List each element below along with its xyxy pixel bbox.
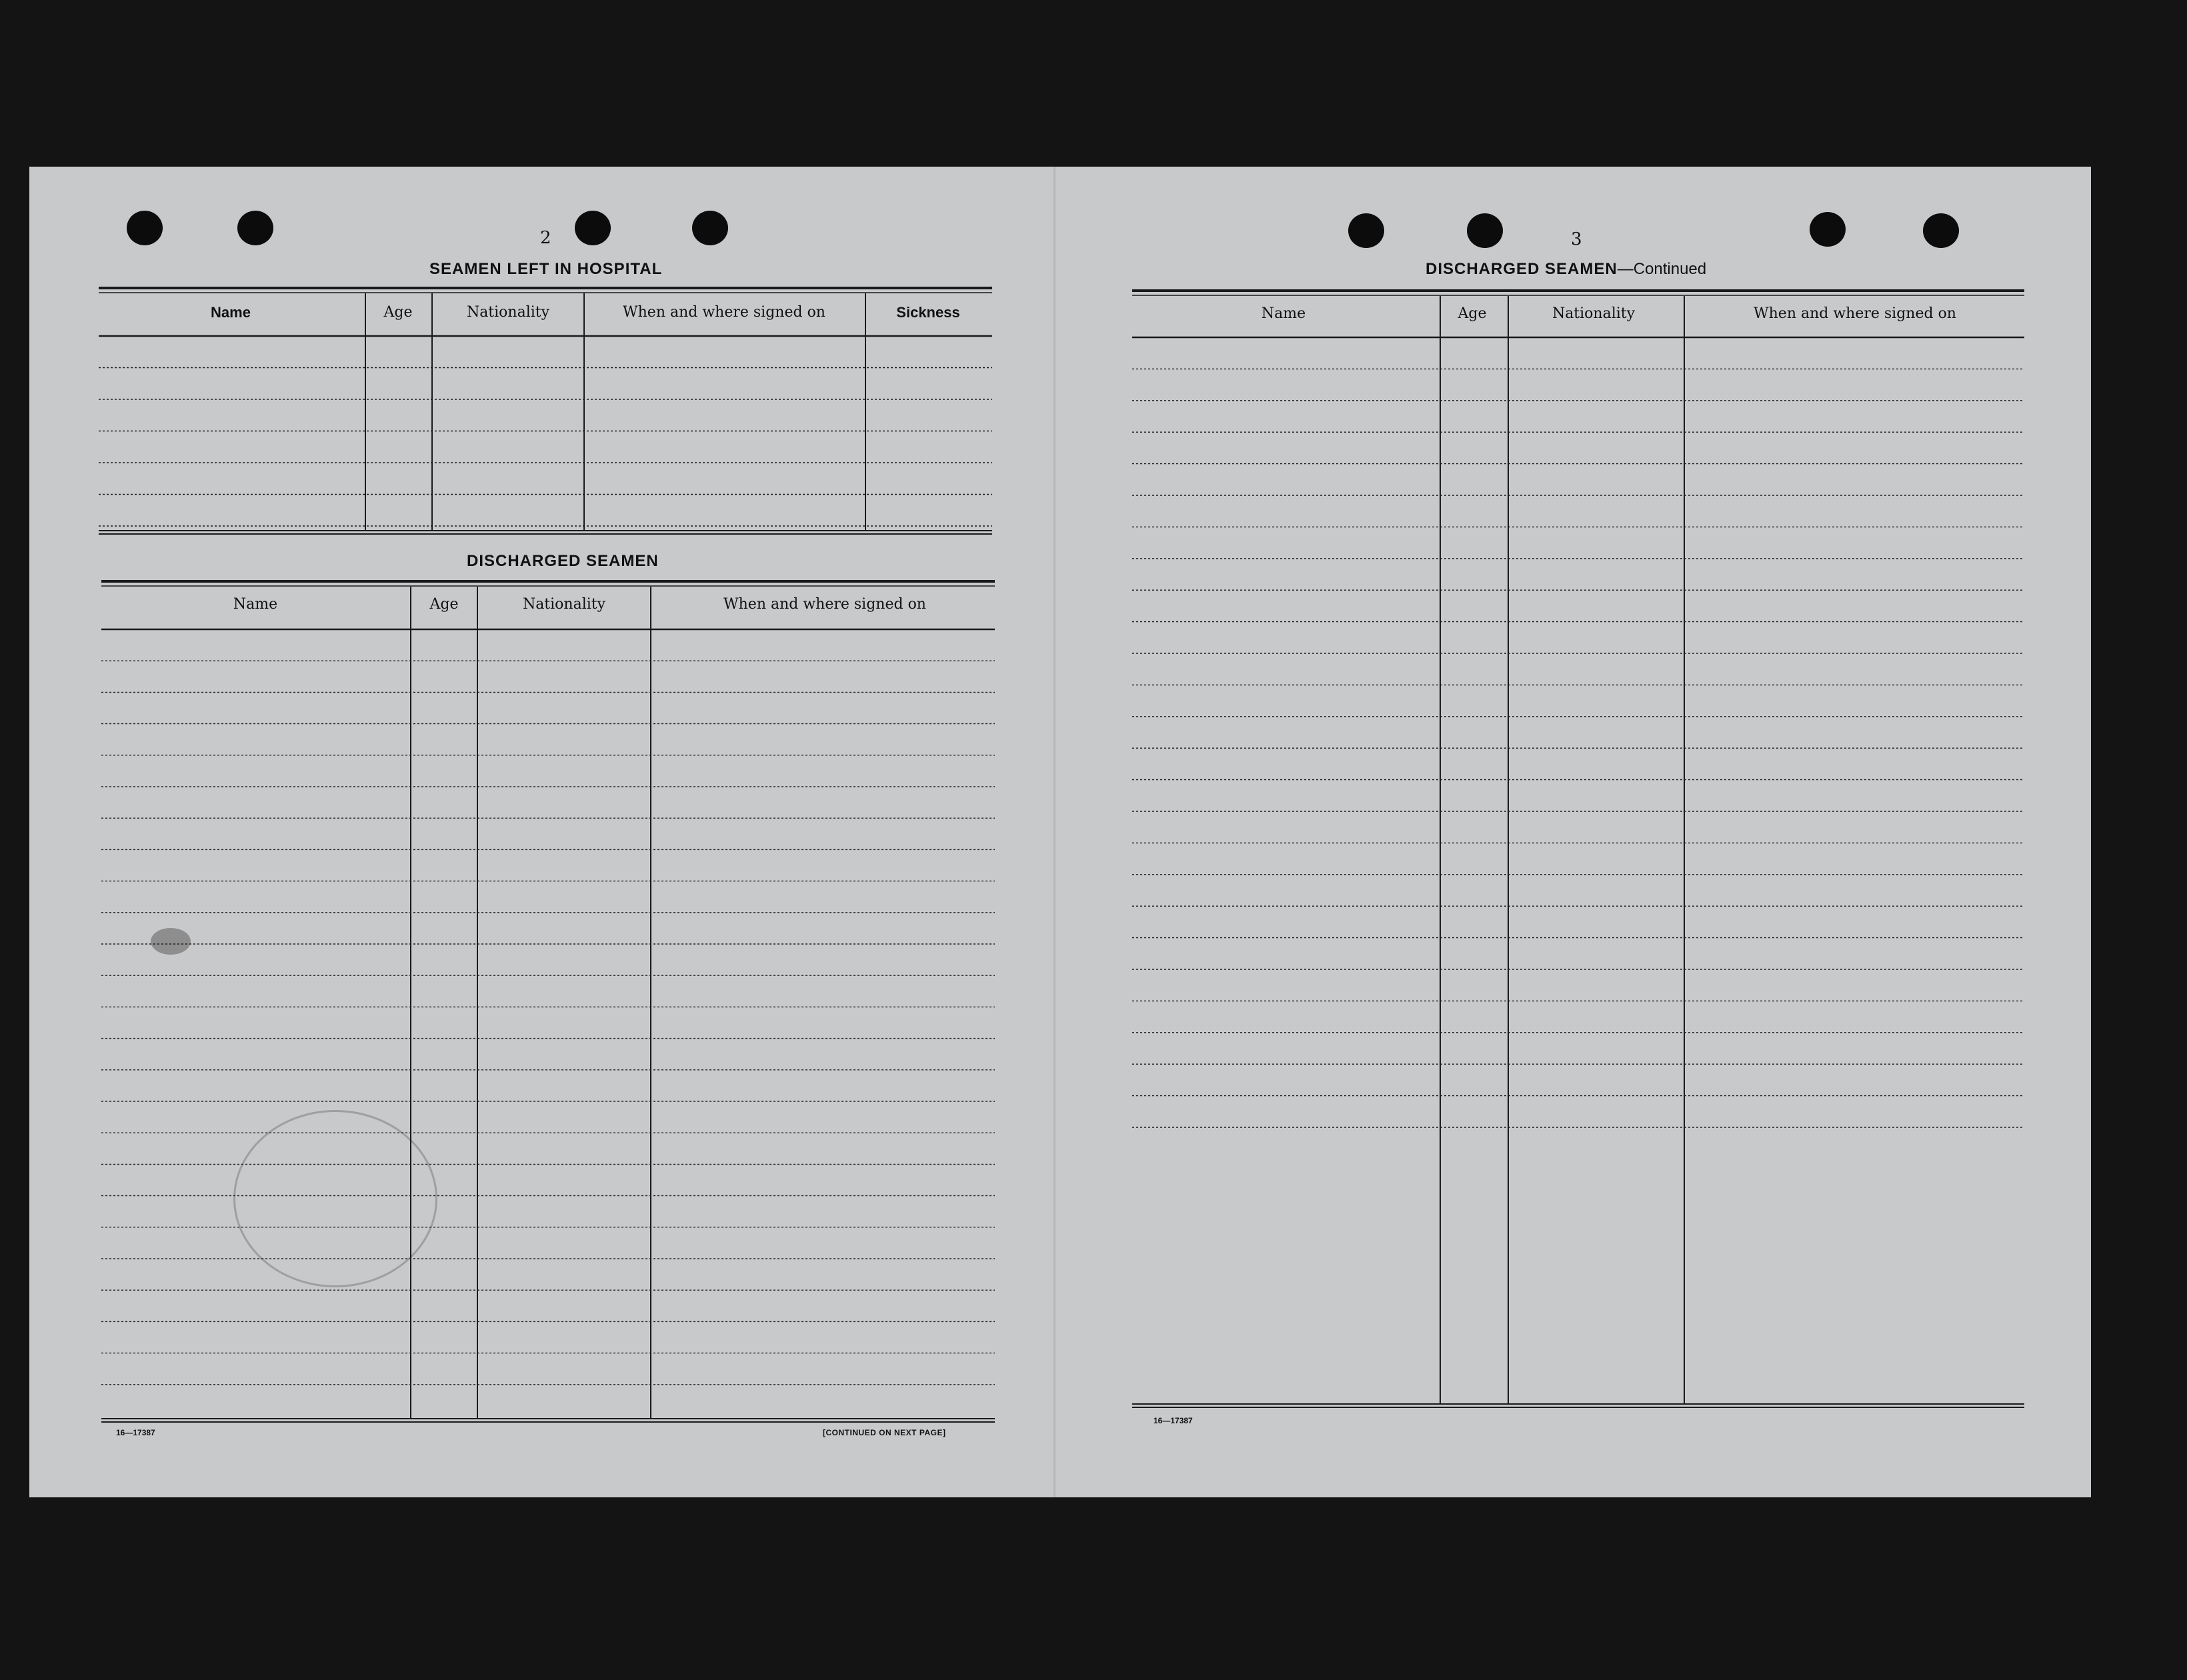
discharged-col-signed-on: When and where signed on xyxy=(723,596,926,613)
discharged-col-name: Name xyxy=(233,596,278,613)
hospital-col-age: Age xyxy=(383,304,413,321)
left-form-number: 16—17387 xyxy=(116,1428,155,1437)
right-col-nationality: Nationality xyxy=(1552,305,1636,322)
right-col-name: Name xyxy=(1261,305,1306,322)
right-form-number: 16—17387 xyxy=(1154,1416,1193,1425)
left-page-number: 2 xyxy=(540,228,551,248)
discharged-section-title: DISCHARGED SEAMEN xyxy=(467,552,659,570)
right-col-signed-on: When and where signed on xyxy=(1754,305,1956,322)
right-col-age: Age xyxy=(1458,305,1487,322)
discharged-col-age: Age xyxy=(429,596,459,613)
discharged-col-nationality: Nationality xyxy=(522,596,606,613)
hospital-col-nationality: Nationality xyxy=(466,304,550,321)
hospital-col-sickness: Sickness xyxy=(896,304,960,321)
right-page-number: 3 xyxy=(1571,229,1582,249)
continued-footnote: [CONTINUED ON NEXT PAGE] xyxy=(823,1428,946,1437)
right-section-title-suffix: —Continued xyxy=(1617,260,1707,278)
right-section-title xyxy=(1426,260,1706,279)
hospital-col-name: Name xyxy=(211,304,251,321)
right-section-title-main: DISCHARGED SEAMEN xyxy=(1426,260,1618,278)
hospital-section-title: SEAMEN LEFT IN HOSPITAL xyxy=(429,260,663,278)
hospital-col-signed-on: When and where signed on xyxy=(623,304,825,321)
